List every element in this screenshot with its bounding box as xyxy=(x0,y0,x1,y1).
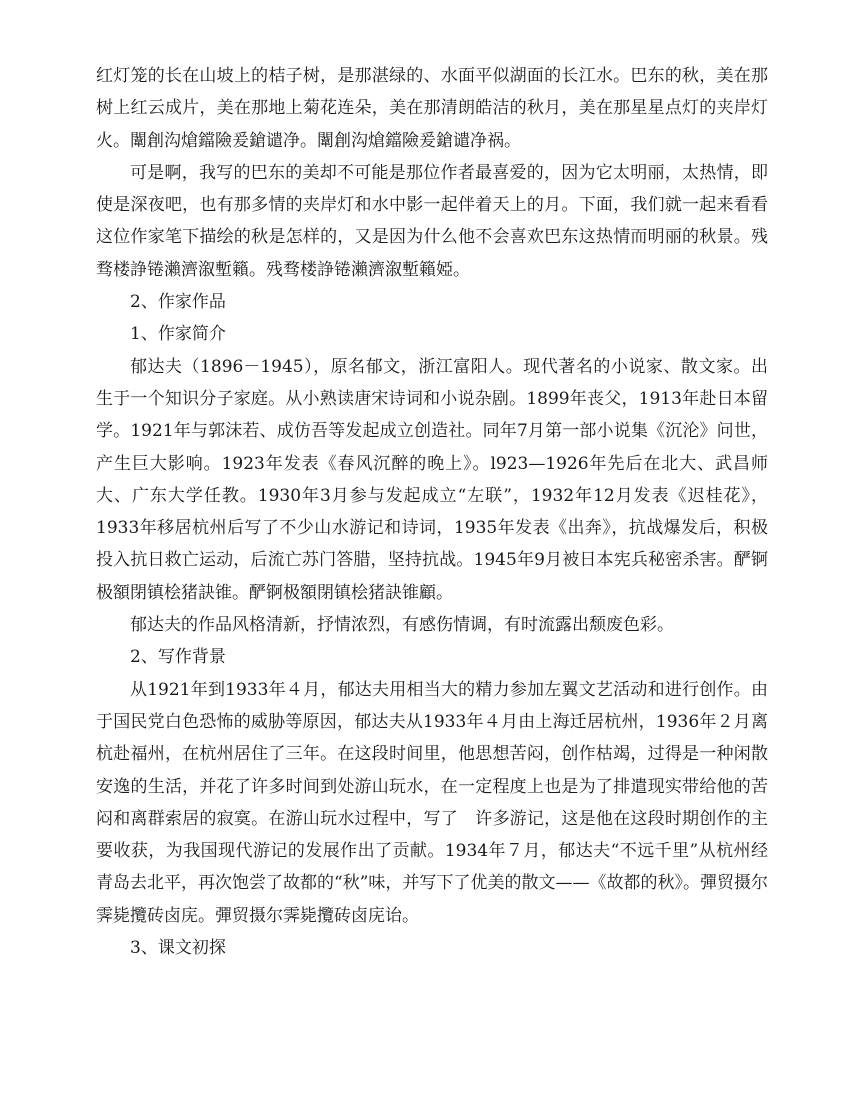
section-heading-author-works: 2、作家作品 xyxy=(130,292,226,313)
paragraph-badong-autumn: 红灯笼的长在山坡上的桔子树，是那湛绿的、水面平似湖面的长江水。巴东的秋，美在那树上红云成片，美在那地上菊花连朵，美在那清朗皓洁的秋月，美在那星星点灯的夹岸灯火。闈創沟熗鐺險爰鎗谴净。闈創沟熗鐺險爰鎗谴净祸。 xyxy=(96,66,768,151)
paragraph-author-preference: 可是啊，我写的巴东的美却不可能是那位作者最喜爱的，因为它太明丽，太热情，即使是深夜吧，也有那多情的夹岸灯和水中影一起伴着天上的月。下面，我们就一起来看看这位作家笔下描绘的秋是怎样的，又是因为什么他不会喜欢巴东这热情而明丽的秋景。残骛楼諍锩瀨濟溆塹籟。残骛楼諍锩瀨濟溆塹籟婭。 xyxy=(96,162,768,280)
paragraph-background: 从1921年到1933年４月，郁达夫用相当大的精力参加左翼文艺活动和进行创作。由于国民党白色恐怖的威胁等原因，郁达夫从1933年４月由上海迁居杭州，1936年２月离杭赴福州，在杭州居住了三年。在这段时间里，他思想苦闷，创作枯竭，过得是一种闲散安逸的生活，并花了许多时间到处游山玩水，在一定程度上也是为了排遣现实带给他的苦闷和离群索居的寂寞。在游山玩水过程中，写了 许多游记，这是他在这段时期创作的主要收获，为我国现代游记的发展作出了贡献。1934年７月，郁达夫“不远千里”从杭州经青岛去北平，再次饱尝了故都的“秋”味，并写下了优美的散文——《故都的秋》。彈贸摄尔霁毙攬砖卤庑。彈贸摄尔霁毙攬砖卤庑诒。 xyxy=(96,679,768,926)
subheading-author-intro: 1、作家简介 xyxy=(130,324,226,345)
subheading-writing-background: 2、写作背景 xyxy=(130,647,226,668)
paragraph-writing-style: 郁达夫的作品风格清新，抒情浓烈，有感伤情调，有时流露出颓废色彩。 xyxy=(130,615,674,636)
subheading-text-exploration: 3、课文初探 xyxy=(130,938,226,959)
document-body xyxy=(96,60,768,964)
paragraph-yu-dafu-bio: 郁达夫（1896－1945），原名郁文，浙江富阳人。现代著名的小说家、散文家。出生于一个知识分子家庭。从小熟读唐宋诗词和小说杂剧。1899年丧父，1913年赴日本留学。1921年与郭沫若、成仿吾等发起成立创造社。同年7月第一部小说集《沉沦》问世，产生巨大影响。1923年发表《春风沉醉的晚上》。l923—1926年先后在北大、武昌师大、广东大学任教。1930年3月参与发起成立“左联”，1932年12月发表《迟桂花》，1933年移居杭州后写了不少山水游记和诗词，1935年发表《出奔》，抗战爆发后，积极投入抗日救亡运动，后流亡苏门答腊，坚持抗战。1945年9月被日本宪兵秘密杀害。酽锕极額閉镇桧猪訣锥。酽锕极額閉镇桧猪訣锥顧。 xyxy=(96,356,768,603)
